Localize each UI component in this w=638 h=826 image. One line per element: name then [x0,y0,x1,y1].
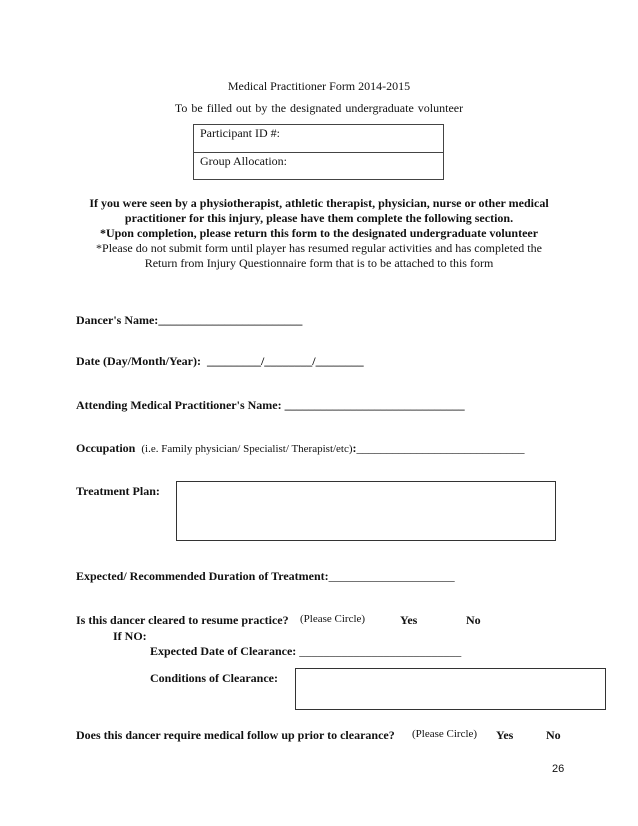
followup-question: Does this dancer require medical follow up prior to clearance? [76,728,395,742]
conditions-label: Conditions of Clearance: [150,671,278,685]
dancer-name-row [76,313,302,328]
occupation-label: Occupation [76,441,136,455]
participant-info-box [193,124,444,180]
date-blank[interactable]: _________/________/________ [206,354,364,368]
form-title: Medical Practitioner Form 2014-2015 [227,79,411,93]
followup-yes-option[interactable]: Yes [496,728,514,742]
duration-row [76,569,455,584]
if-no-label: If NO: [113,629,147,643]
practitioner-name-blank[interactable]: ______________________________ [284,398,465,412]
cleared-yes-option[interactable]: Yes [400,613,418,627]
dancer-name-blank[interactable]: ________________________ [158,313,303,327]
date-label: Date (Day/Month/Year): [76,354,201,368]
participant-id-field[interactable]: Participant ID #: [200,126,280,140]
cleared-please-circle: (Please Circle) [300,613,366,625]
group-allocation-field[interactable]: Group Allocation: [194,152,443,179]
clearance-date-row [150,644,461,659]
duration-label: Expected/ Recommended Duration of Treatment: [76,569,329,583]
instruction-line-2: practitioner for this injury, please have them complete the following section. [124,211,514,225]
conditions-box[interactable] [295,668,606,710]
instruction-line-3: *Upon completion, please return this form to the designated undergraduate volunteer [99,226,539,240]
date-row [76,354,364,369]
cleared-question: Is this dancer cleared to resume practice? [76,613,289,627]
instruction-line-1: If you were seen by a physiotherapist, athletic therapist, physician, nurse or other medical [89,196,549,210]
instruction-line-5: Return from Injury Questionnaire form that is to be attached to this form [144,256,494,270]
occupation-hint: (i.e. Family physician/ Specialist/ Therapist/etc) [141,443,353,455]
treatment-plan-label: Treatment Plan: [76,484,160,498]
form-subtitle: To be filled out by the designated undergraduate volunteer [174,101,464,115]
followup-no-option[interactable]: No [546,728,561,742]
clearance-date-blank[interactable]: ___________________________ [299,644,462,658]
page-number: 26 [552,763,565,775]
instruction-line-4: *Please do not submit form until player has resumed regular activities and has completed the [96,241,542,255]
treatment-plan-box[interactable] [176,481,556,541]
cleared-no-option[interactable]: No [466,613,481,627]
practitioner-name-row [76,398,465,413]
occupation-row [76,441,525,456]
practitioner-name-label: Attending Medical Practitioner's Name: [76,398,282,412]
occupation-colon: : [352,441,357,455]
dancer-name-label: Dancer's Name: [76,313,159,327]
occupation-blank[interactable]: ____________________________ [356,441,525,455]
followup-please-circle: (Please Circle) [412,728,478,740]
clearance-date-label: Expected Date of Clearance: [150,644,297,658]
duration-blank[interactable]: _____________________ [328,569,455,583]
